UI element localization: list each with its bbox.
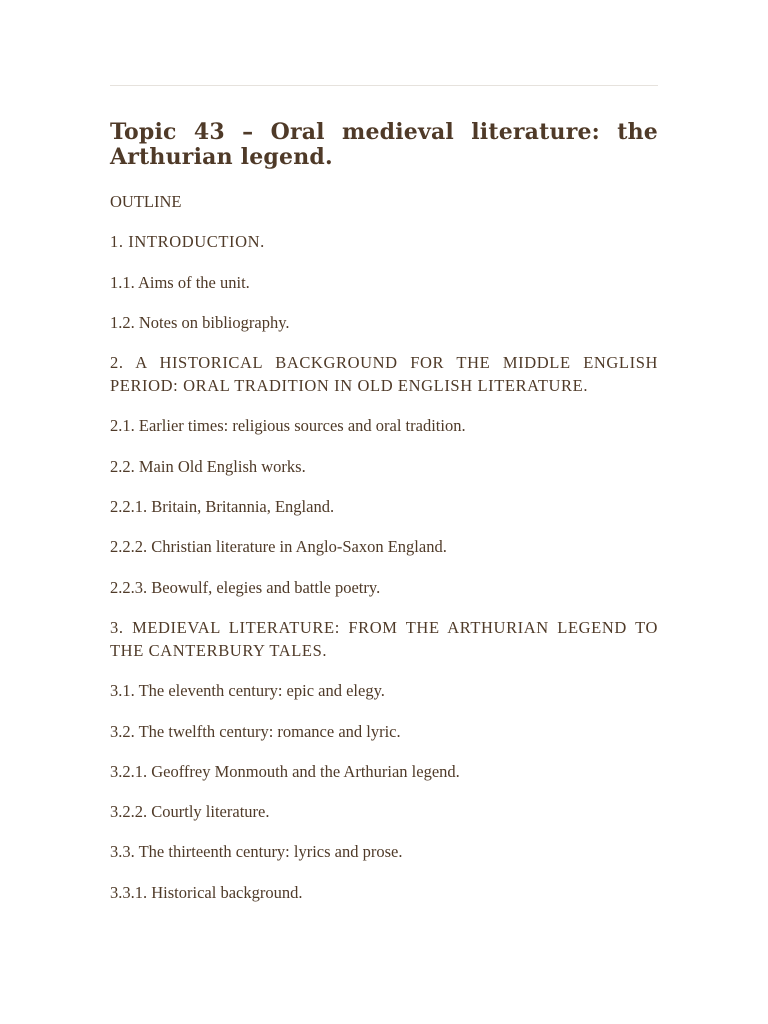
page-title: Topic 43 – Oral medieval literature: the Arthurian legend. bbox=[110, 119, 658, 170]
outline-list bbox=[110, 190, 658, 921]
outline-item: 3.2.2. Courtly literature. bbox=[110, 802, 270, 822]
outline-item: 1. INTRODUCTION. bbox=[110, 232, 265, 252]
outline-item: 2.2. Main Old English works. bbox=[110, 456, 306, 476]
outline-item: 3.2.1. Geoffrey Monmouth and the Arthurian legend. bbox=[110, 761, 460, 781]
outline-item: 2. A HISTORICAL BACKGROUND FOR THE MIDDLE ENGLISH PERIOD: ORAL TRADITION IN OLD ENGLISH LITERATURE. bbox=[110, 353, 658, 396]
outline-item: 3.1. The eleventh century: epic and elegy. bbox=[110, 681, 385, 701]
outline-item: 2.2.1. Britain, Britannia, England. bbox=[110, 497, 335, 517]
outline-label: OUTLINE bbox=[110, 192, 182, 211]
outline-item: 3. MEDIEVAL LITERATURE: FROM THE ARTHURIAN LEGEND TO THE CANTERBURY TALES. bbox=[110, 617, 658, 660]
outline-item: 3.2. The twelfth century: romance and lyric. bbox=[110, 721, 401, 741]
top-divider bbox=[110, 85, 658, 86]
outline-item: 3.3.1. Historical background. bbox=[110, 882, 303, 902]
outline-item: 2.2.2. Christian literature in Anglo-Saxon England. bbox=[110, 537, 447, 557]
outline-item: 1.1. Aims of the unit. bbox=[110, 272, 250, 292]
outline-item: 2.1. Earlier times: religious sources and oral tradition. bbox=[110, 416, 466, 436]
outline-item: 2.2.3. Beowulf, elegies and battle poetry. bbox=[110, 577, 381, 597]
outline-item: 3.3. The thirteenth century: lyrics and prose. bbox=[110, 842, 403, 862]
outline-item: 1.2. Notes on bibliography. bbox=[110, 312, 290, 332]
